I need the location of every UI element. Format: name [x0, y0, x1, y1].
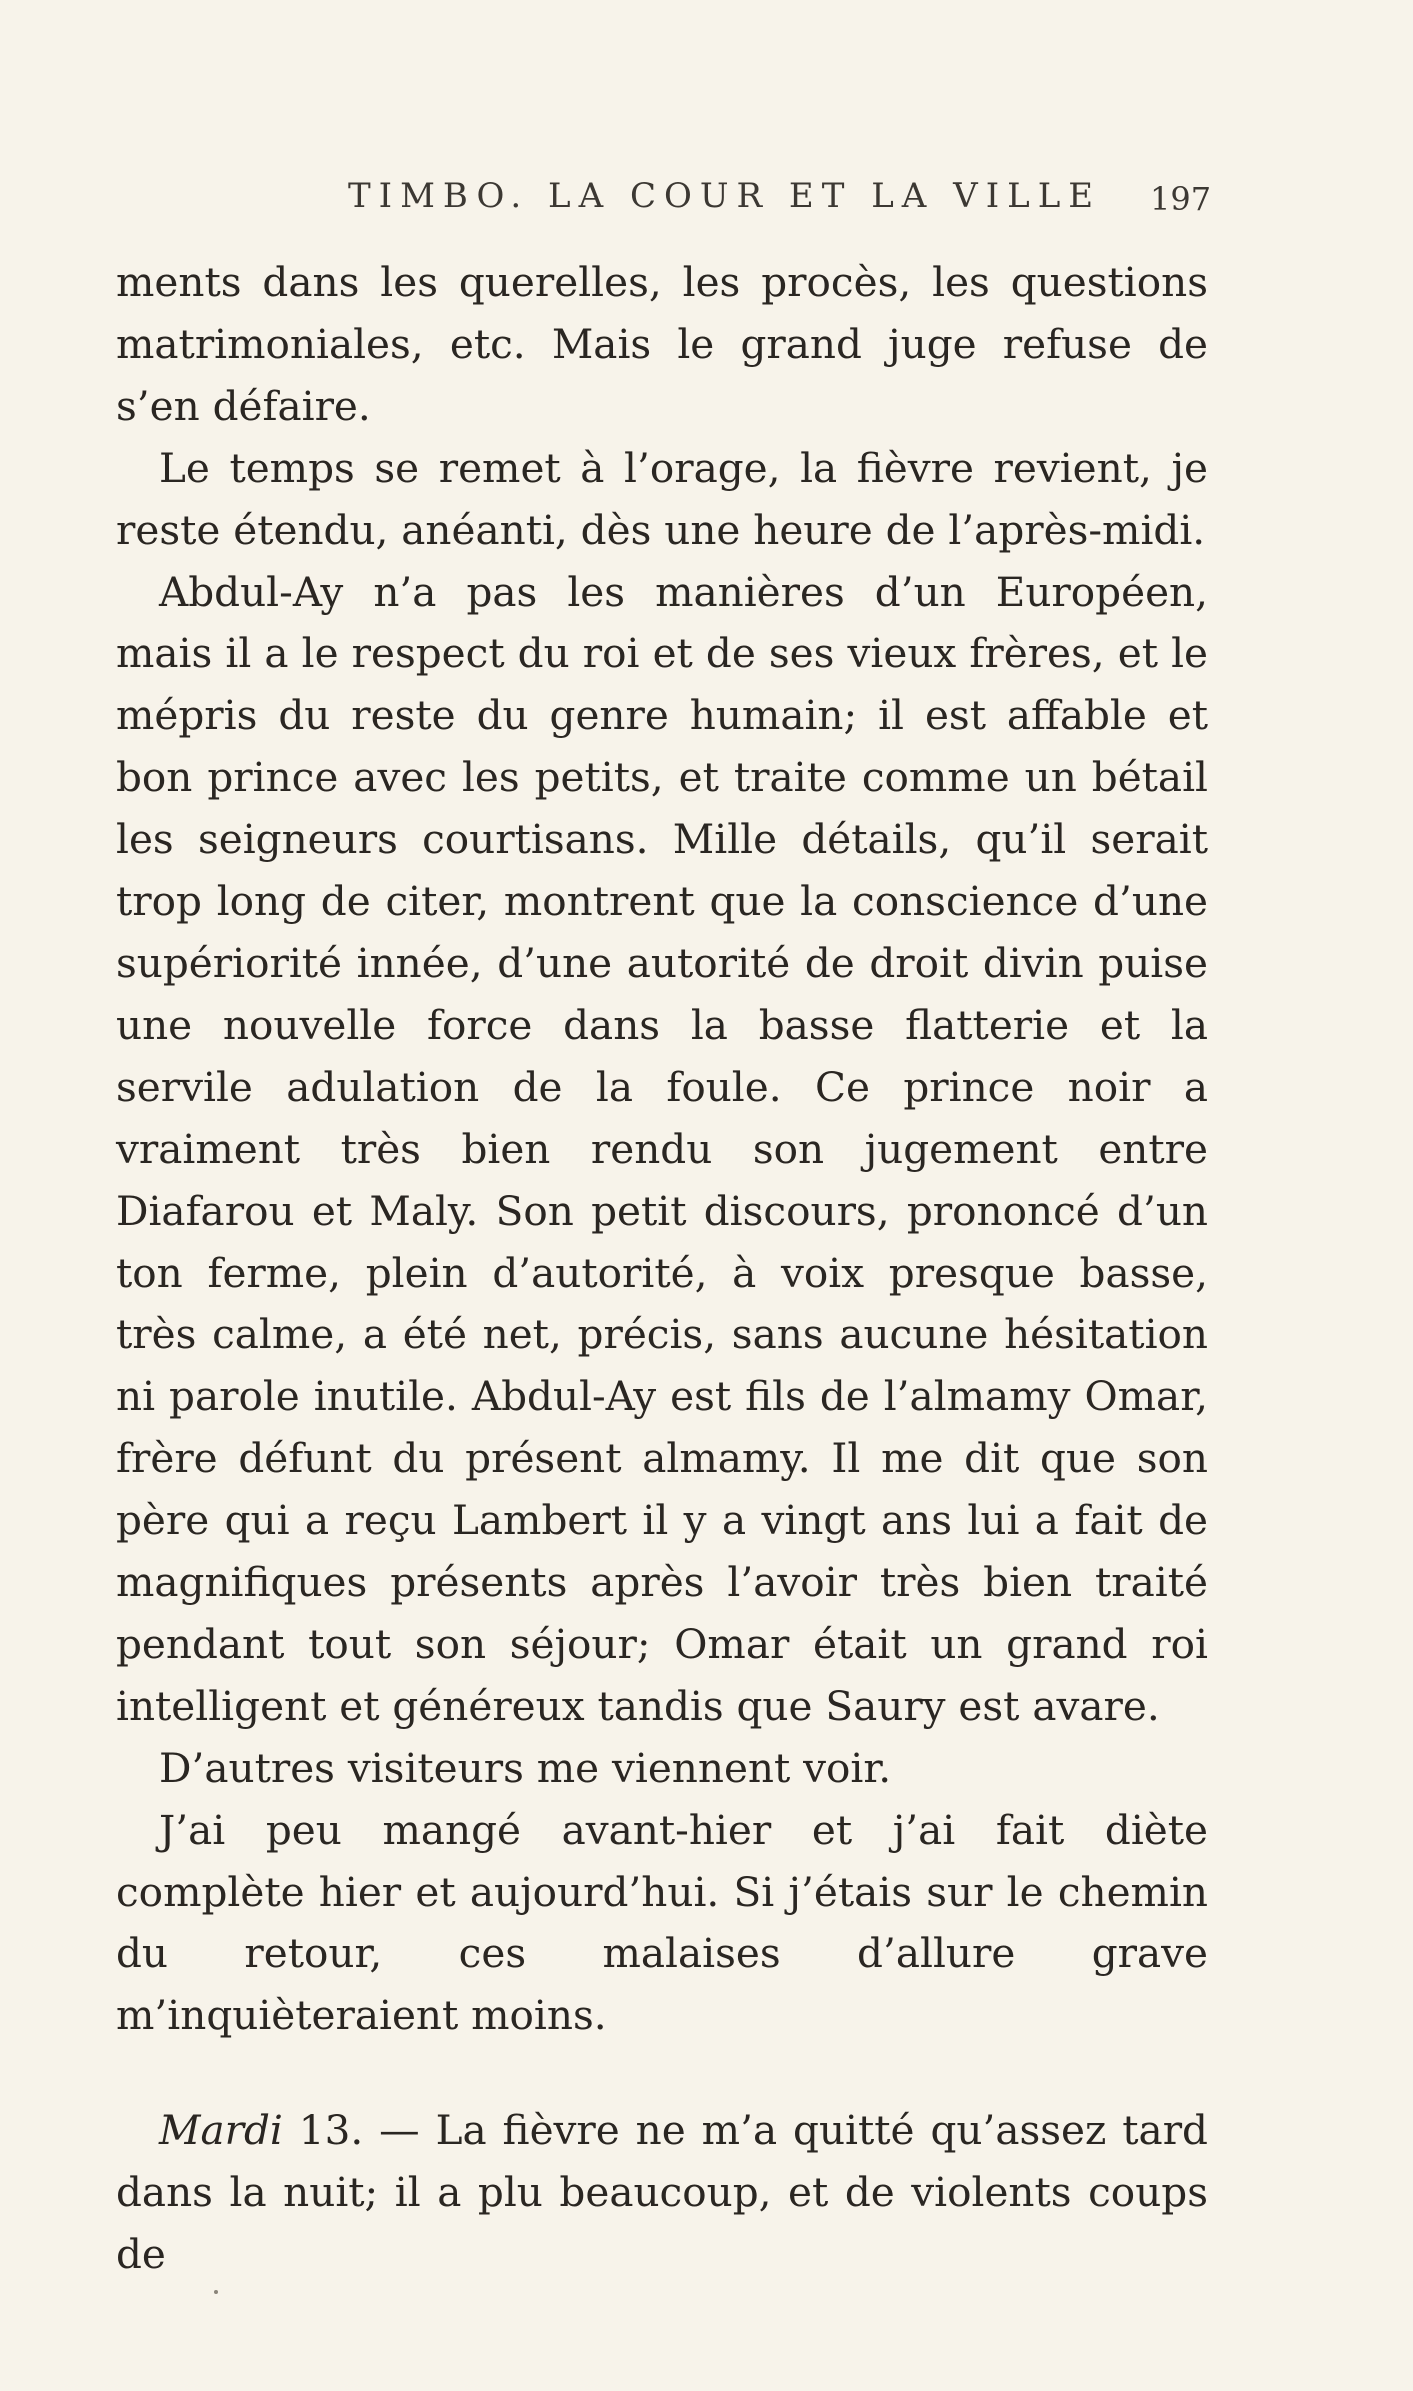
paragraph: J’ai peu mangé avant-hier et j’ai fait diète complète hier et aujourd’hui. Si j’étais sur le chemin du retour, ces malaises d’allure grave m’inquièteraient moins. [116, 1805, 1208, 2040]
paragraph-continued: ments dans les querelles, les procès, les questions matrimoniales, etc. Mais le grand juge refuse de s’en défaire. [116, 258, 1208, 430]
diary-entry-text: 13. — La fièvre ne m’a quitté qu’assez tard dans la nuit; il a plu beaucoup, et de violents coups de [116, 2106, 1208, 2279]
paragraph: Le temps se remet à l’orage, la fièvre revient, je reste étendu, anéanti, dès une heure de l’après-midi. [116, 443, 1208, 554]
paper-speck [214, 2290, 218, 2294]
running-head: TIMBO. LA COUR ET LA VILLE [348, 176, 1102, 216]
paragraph: Abdul-Ay n’a pas les manières d’un Européen, mais il a le respect du roi et de ses vieux frères, et le mépris du reste du genre humain; il est affable et bon prince avec les petits, et traite comme un bétail les seigneurs courtisans. Mille détails, qu’il serait trop long de citer, montrent que la conscience d’une supériorité innée, d’une autorité de droit divin puise une nouvelle force dans la basse flatterie et la servile adulation de la foule. Ce prince noir a vraiment très bien rendu son jugement entre Diafarou et Maly. Son petit discours, prononcé d’un ton ferme, plein d’autorité, à voix presque basse, très calme, a été net, précis, sans aucune hésitation ni parole inutile. Abdul-Ay est fils de l’almamy Omar, frère défunt du présent almamy. Il me dit que son père qui a reçu Lambert il y a vingt ans lui a fait de magnifiques présents après l’avoir très bien traité pendant tout son séjour; Omar était un grand roi intelligent et généreux tandis que Saury est avare. [116, 567, 1208, 1730]
paragraph: D’autres visiteurs me viennent voir. [159, 1743, 892, 1792]
page-number: 197 [1150, 180, 1212, 218]
body-text [116, 252, 1208, 2286]
diary-date-label: Mardi [159, 2106, 283, 2155]
diary-entry [116, 2100, 1208, 2286]
